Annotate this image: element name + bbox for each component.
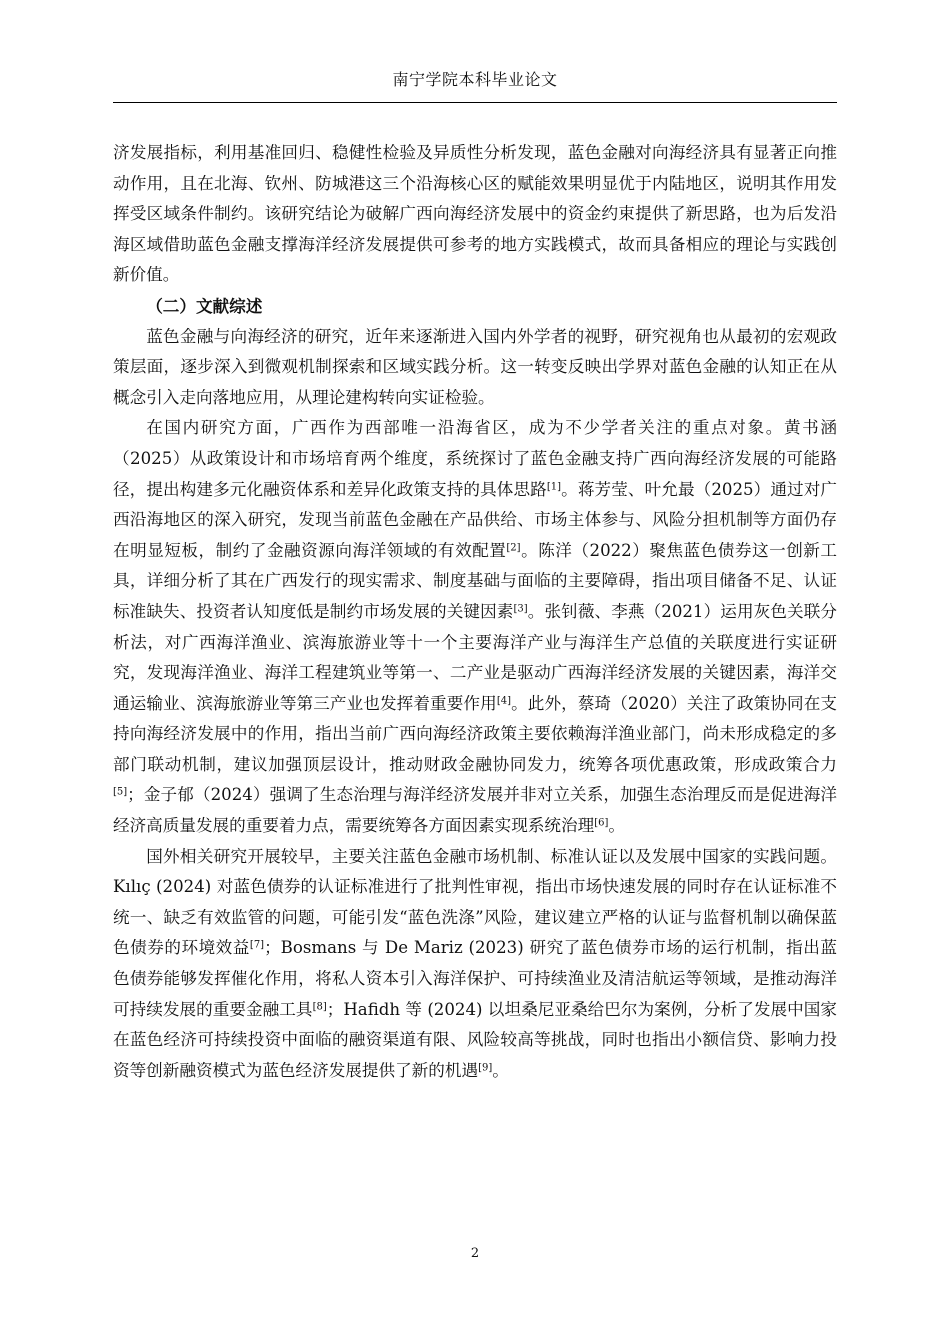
text-segment: 。蒋芳莹、叶允最（2025）通过对广西沿海地区的深入研究，发现当前蓝色金融在产品供给、市场主体参与、风险分担机制等方面仍存在明显短板，制约了金融资源向海洋领域的有效配置 — [113, 479, 837, 560]
text-segment: ；金子郁（2024）强调了生态治理与海洋经济发展并非对立关系，加强生态治理反而是促进海洋经济高质量发展的重要着力点，需要统筹各方面因素实现系统治理 — [113, 785, 837, 836]
text-segment: ；Bosmans 与 De Mariz (2023) 研究了蓝色债券市场的运行机制，指出蓝色债券能够发挥催化作用，将私人资本引入海洋保护、可持续渔业及清洁航运等领域，是推动海洋可持续发展的重要金融工具 — [113, 938, 838, 1019]
paragraph-continued: 济发展指标，利用基准回归、稳健性检验及异质性分析发现，蓝色金融对向海经济具有显著正向推动作用，且在北海、钦州、防城港这三个沿海核心区的赋能效果明显优于内陆地区，说明其作用发挥受区域条件制约。该研究结论为破解广西向海经济发展中的资金约束提供了新思路，也为后发沿海区域借助蓝色金融支撑海洋经济发展提供可参考的地方实践模式，故而具备相应的理论与实践创新价值。 — [113, 143, 837, 285]
text-segment: 国外相关研究开展较早，主要关注蓝色金融市场机制、标准认证以及发展中国家的实践问题。Kılıç (2024) 对蓝色债券的认证标准进行了批判性审视，指出市场快速发展的同时存在认证标准不统一、缺乏有效监管的问题，可能引发“蓝色洗涤”风险，建议建立严格的认证与监督机制以确保蓝色债券的环境效益 — [113, 846, 837, 958]
citation-ref-2: [2] — [506, 542, 521, 554]
citation-ref-6: [6] — [594, 817, 609, 829]
text-segment: 。 — [492, 1060, 509, 1080]
document-body — [113, 138, 837, 1086]
citation-ref-1: [1] — [546, 481, 562, 493]
citation-ref-7: [7] — [249, 939, 265, 951]
thesis-header-title: 南宁学院本科毕业论文 — [392, 70, 558, 89]
citation-ref-4: [4] — [496, 695, 511, 707]
citation-ref-3: [3] — [513, 603, 528, 615]
citation-ref-8: [8] — [312, 1001, 327, 1013]
section-heading-literature-review: （二）文献综述 — [146, 295, 263, 316]
text-segment: 。 — [608, 816, 625, 836]
page-number: 2 — [470, 1246, 480, 1261]
paragraph-foreign-research — [113, 842, 837, 1087]
page-header — [113, 66, 837, 103]
paragraph-intro: 蓝色金融与向海经济的研究，近年来逐渐进入国内外学者的视野，研究视角也从最初的宏观政策层面，逐步深入到微观机制探索和区域实践分析。这一转变反映出学界对蓝色金融的认知正在从概念引入走向落地应用，从理论建构转向实证检验。 — [113, 326, 837, 407]
text-segment: 。张钊薇、李燕（2021）运用灰色关联分析法，对广西海洋渔业、滨海旅游业等十一个主要海洋产业与海洋生产总值的关联度进行实证研究，发现海洋渔业、海洋工程建筑业等第一、二产业是驱动广西海洋经济发展的关键因素，海洋交通运输业、滨海旅游业等第三产业也发挥着重要作用 — [113, 601, 837, 713]
citation-ref-9: [9] — [478, 1062, 493, 1074]
text-segment: 。此外，蔡琦（2020）关注了政策协同在支持向海经济发展中的作用，指出当前广西向海经济政策主要依赖海洋渔业部门，尚未形成稳定的多部门联动机制，建议加强顶层设计，推动财政金融协同发力，统筹各项优惠政策，形成政策合力 — [113, 693, 837, 774]
text-segment: 。陈洋（2022）聚焦蓝色债券这一创新工具，详细分析了其在广西发行的现实需求、制度基础与面临的主要障碍，指出项目储备不足、认证标准缺失、投资者认知度低是制约市场发展的关键因素 — [113, 540, 837, 621]
paragraph-domestic-research — [113, 413, 837, 841]
citation-ref-5: [5] — [113, 786, 128, 798]
text-segment: ；Hafidh 等 (2024) 以坦桑尼亚桑给巴尔为案例，分析了发展中国家在蓝色经济可持续投资中面临的融资渠道有限、风险较高等挑战，同时也指出小额信贷、影响力投资等创新融资模式为蓝色经济发展提供了新的机遇 — [113, 999, 837, 1080]
text-segment: 在国内研究方面，广西作为西部唯一沿海省区，成为不少学者关注的重点对象。黄书涵（2025）从政策设计和市场培育两个维度，系统探讨了蓝色金融支持广西向海经济发展的可能路径，提出构建多元化融资体系和差异化政策支持的具体思路 — [113, 418, 837, 499]
